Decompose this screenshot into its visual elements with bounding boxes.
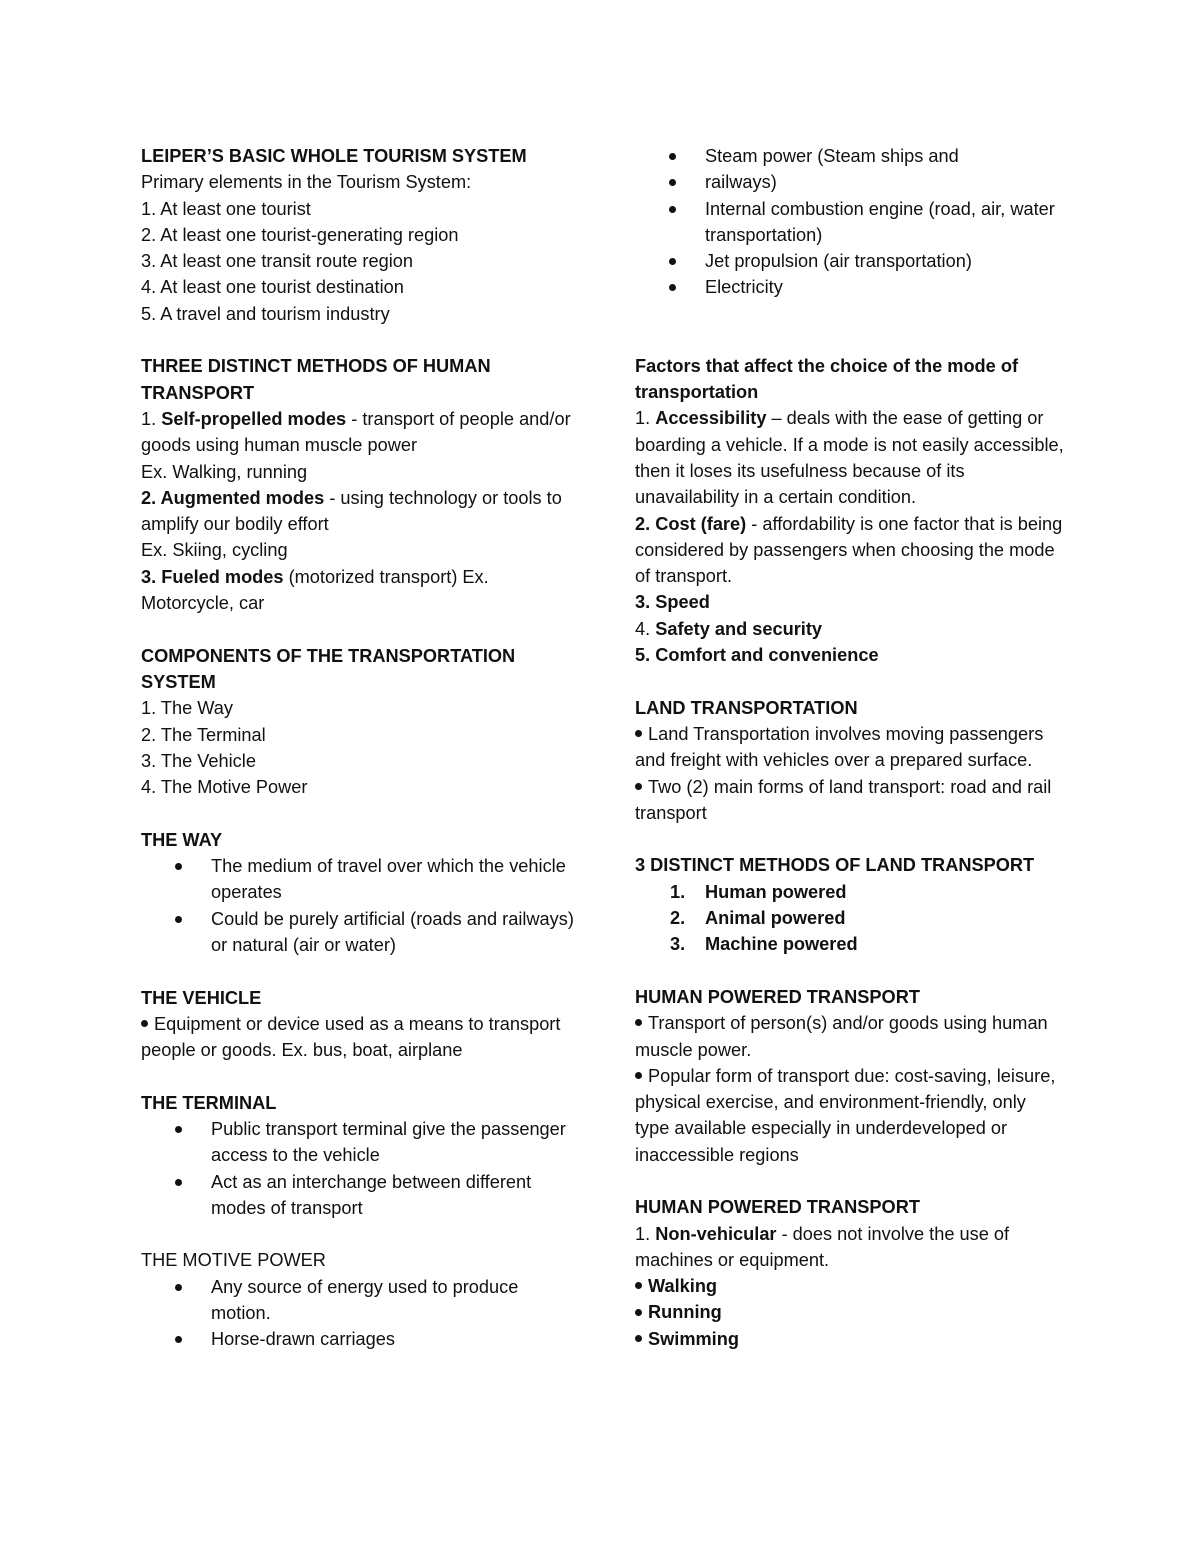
list-item: 4. The Motive Power (141, 777, 308, 798)
bullet-icon (141, 1020, 148, 1027)
method-item: 3. Fueled modes (motorized transport) Ex. Motorcycle, car (141, 566, 489, 614)
numbered-item: 1. Human powered (670, 881, 847, 902)
bullet-paragraph: Transport of person(s) and/or goods using human muscle power. (635, 1013, 1048, 1060)
numbered-item: 1. Non-vehicular - does not involve the use of machines or equipment. (635, 1223, 1010, 1270)
factor-term: Cost (fare) (655, 513, 747, 534)
bullet-list (141, 1116, 581, 1221)
bullet-icon (175, 1284, 182, 1291)
bullet-item: Steam power (Steam ships and (705, 143, 1065, 169)
bullet-item: Horse-drawn carriages (211, 1326, 581, 1352)
bullet-item: Public transport terminal give the passenger access to the vehicle (211, 1116, 581, 1169)
bullet-icon (635, 1335, 642, 1342)
section-heading: THREE DISTINCT METHODS OF HUMAN TRANSPORT (141, 356, 491, 403)
left-column (141, 143, 581, 1353)
list-item: 1. The Way (141, 698, 233, 719)
bullet-item: Could be purely artificial (roads and railways) or natural (air or water) (211, 906, 581, 959)
factor-item: 2. Cost (fare) - affordability is one factor that is being considered by passengers when choosing the mode of transport. (635, 513, 1063, 587)
methods-section (141, 353, 581, 616)
list-item: 3. At least one transit route region (141, 251, 413, 272)
way-section (141, 827, 581, 958)
human-powered-section-2 (635, 1194, 1065, 1352)
bullet-icon (669, 284, 676, 291)
method-term: Fueled modes (161, 566, 284, 587)
bullet-icon (635, 1282, 642, 1289)
bullet-item: Internal combustion engine (road, air, water transportation) (705, 196, 1065, 249)
bullet-icon (669, 206, 676, 213)
bullet-icon (669, 153, 676, 160)
bullet-list (141, 1274, 581, 1353)
bullet-item: The medium of travel over which the vehicle operates (211, 853, 581, 906)
bullet-icon (175, 1126, 182, 1133)
list-item: 2. At least one tourist-generating region (141, 224, 459, 245)
factor-term: Accessibility (655, 408, 767, 429)
bullet-paragraph: Equipment or device used as a means to transport people or goods. Ex. bus, boat, airplane (141, 1013, 561, 1061)
bullet-icon (175, 863, 182, 870)
section-intro: Primary elements in the Tourism System: (141, 172, 472, 193)
item-term: Non-vehicular (655, 1223, 777, 1244)
factor-item: 5. Comfort and convenience (635, 645, 879, 666)
section-heading: COMPONENTS OF THE TRANSPORTATION SYSTEM (141, 645, 516, 692)
section-heading: THE VEHICLE (141, 987, 262, 1008)
factor-item: 4. Safety and security (635, 618, 823, 639)
bullet-paragraph: Swimming (635, 1326, 1065, 1352)
list-item: 4. At least one tourist destination (141, 277, 404, 298)
bullet-icon (175, 1179, 182, 1186)
list-item: 2. The Terminal (141, 724, 266, 745)
bullet-paragraph: Popular form of transport due: cost-saving, leisure, physical exercise, and environment-friendly, only type available especially in underdeveloped or inaccessible regions (635, 1065, 1056, 1165)
bullet-paragraph: Two (2) main forms of land transport: road and rail transport (635, 776, 1052, 823)
bullet-item: railways) (705, 169, 1065, 195)
bullet-item: Jet propulsion (air transportation) (705, 248, 1065, 274)
bullet-item: Electricity (705, 274, 1065, 300)
section-heading: THE WAY (141, 829, 223, 850)
bullet-icon (635, 1019, 642, 1026)
right-column (635, 143, 1065, 1352)
land-section (635, 695, 1065, 826)
human-powered-section (635, 984, 1065, 1168)
bullet-list (141, 853, 581, 958)
terminal-section (141, 1090, 581, 1221)
bullet-paragraph: Running (635, 1299, 1065, 1325)
method-example: Ex. Skiing, cycling (141, 540, 288, 561)
method-item: 2. Augmented modes - using technology or tools to amplify our bodily effort (141, 487, 562, 535)
bullet-paragraph: Walking (635, 1273, 1065, 1299)
section-heading: 3 DISTINCT METHODS OF LAND TRANSPORT (635, 855, 1035, 876)
section-heading: HUMAN POWERED TRANSPORT (635, 986, 920, 1007)
method-term: Self-propelled modes (161, 408, 347, 429)
bullet-icon (669, 258, 676, 265)
land-methods-section (635, 852, 1065, 957)
section-heading: HUMAN POWERED TRANSPORT (635, 1197, 920, 1218)
power-source-list (635, 143, 1065, 301)
bullet-item: Any source of energy used to produce motion. (211, 1274, 581, 1327)
bullet-icon (635, 1309, 642, 1316)
bullet-icon (175, 1336, 182, 1343)
vehicle-section (141, 985, 581, 1064)
method-term: Augmented modes (160, 487, 325, 508)
method-example: Ex. Walking, running (141, 461, 308, 482)
method-item: 1. Self-propelled modes - transport of people and/or goods using human muscle power (141, 408, 571, 456)
numbered-item: 3. Machine powered (670, 934, 858, 955)
factor-item: 1. Accessibility – deals with the ease of getting or boarding a vehicle. If a mode is not easily accessible, then it loses its usefulness because of its unavailability in a certain condition. (635, 408, 1064, 508)
motive-section (141, 1247, 581, 1352)
bullet-icon (635, 730, 642, 737)
list-item: 1. At least one tourist (141, 198, 311, 219)
section-heading: LEIPER’S BASIC WHOLE TOURISM SYSTEM (141, 146, 527, 166)
bullet-paragraph: Land Transportation involves moving passengers and freight with vehicles over a prepared surface. (635, 723, 1044, 771)
bullet-icon (635, 1072, 642, 1079)
factors-section (635, 353, 1065, 669)
leiper-section (141, 143, 581, 327)
section-heading: THE MOTIVE POWER (141, 1250, 326, 1271)
bullet-icon (635, 783, 642, 790)
factor-item: 3. Speed (635, 592, 710, 613)
list-item: 5. A travel and tourism industry (141, 303, 390, 324)
section-heading: Factors that affect the choice of the mode of transportation (635, 355, 1018, 403)
numbered-list (635, 879, 1065, 958)
section-heading: THE TERMINAL (141, 1092, 277, 1113)
numbered-item: 2. Animal powered (670, 908, 846, 929)
section-heading: LAND TRANSPORTATION (635, 697, 858, 718)
bullet-icon (669, 179, 676, 186)
list-item: 3. The Vehicle (141, 750, 256, 771)
bullet-item: Act as an interchange between different modes of transport (211, 1169, 581, 1222)
bullet-icon (175, 916, 182, 923)
factor-term: Safety and security (655, 618, 823, 639)
components-section (141, 643, 581, 801)
